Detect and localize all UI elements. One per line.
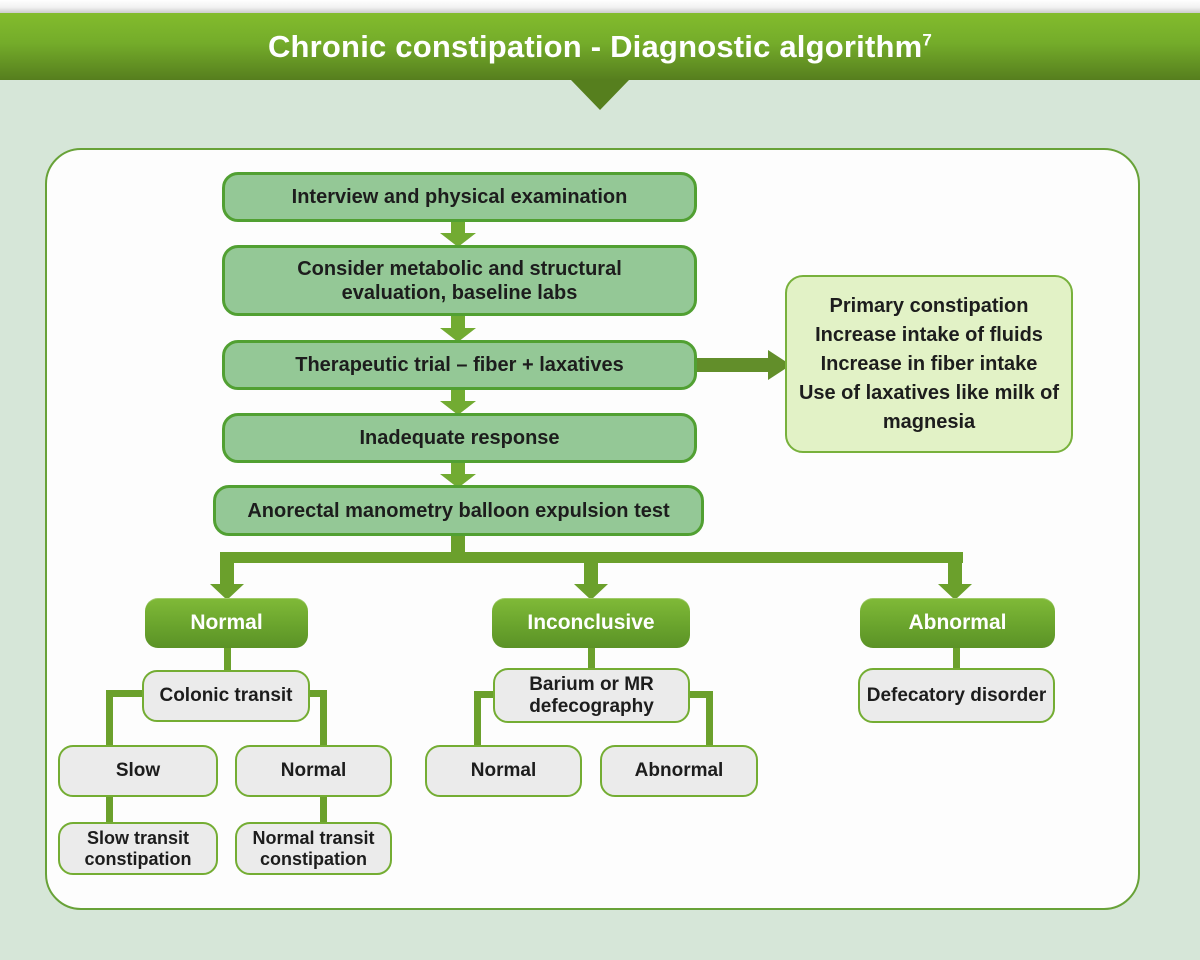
step-anorectal-manometry-box: Anorectal manometry balloon expulsion test [213,485,704,536]
right-arrow-to-side-note [695,350,791,380]
outcome-normal-box: Normal [235,745,392,797]
step-therapeutic-trial-box: Therapeutic trial – fiber + laxatives [222,340,697,390]
page-title-text: Chronic constipation - Diagnostic algorithm [267,28,923,64]
diagnosis-normal-transit-box: Normal transit constipation [235,822,392,875]
step-metabolic-evaluation-box: Consider metabolic and structural evaluation, baseline labs [222,245,697,316]
reference-superscript: 7 [922,30,933,50]
step-interview-box: Interview and physical examination [222,172,697,222]
step-inadequate-response-box: Inadequate response [222,413,697,463]
note-line: Use of laxatives like milk of magnesia [798,381,1060,433]
primary-constipation-note-box [785,275,1073,453]
down-arrow-step2-step3 [440,315,476,342]
barium-mr-defecography-box: Barium or MR defecography [493,668,690,723]
colonic-transit-box: Colonic transit [142,670,310,722]
result-normal-button: Normal [145,598,308,648]
result-abnormal-button: Abnormal [860,598,1055,648]
outcome-slow-box: Slow [58,745,218,797]
down-arrow-step1-step2 [440,220,476,247]
diagnosis-slow-transit-box: Slow transit constipation [58,822,218,875]
note-line: Primary constipation [829,294,1029,317]
down-arrow-step3-step4 [440,389,476,415]
result-inconclusive-button: Inconclusive [492,598,690,648]
note-line: Increase intake of fluids [815,323,1043,346]
outcome-defecography-normal-box: Normal [425,745,582,797]
outcome-defecography-abnormal-box: Abnormal [600,745,758,797]
right-branch-connector [953,646,960,670]
branch-trident [210,534,972,600]
defecatory-disorder-box: Defecatory disorder [858,668,1055,723]
note-line: Increase in fiber intake [820,352,1038,375]
